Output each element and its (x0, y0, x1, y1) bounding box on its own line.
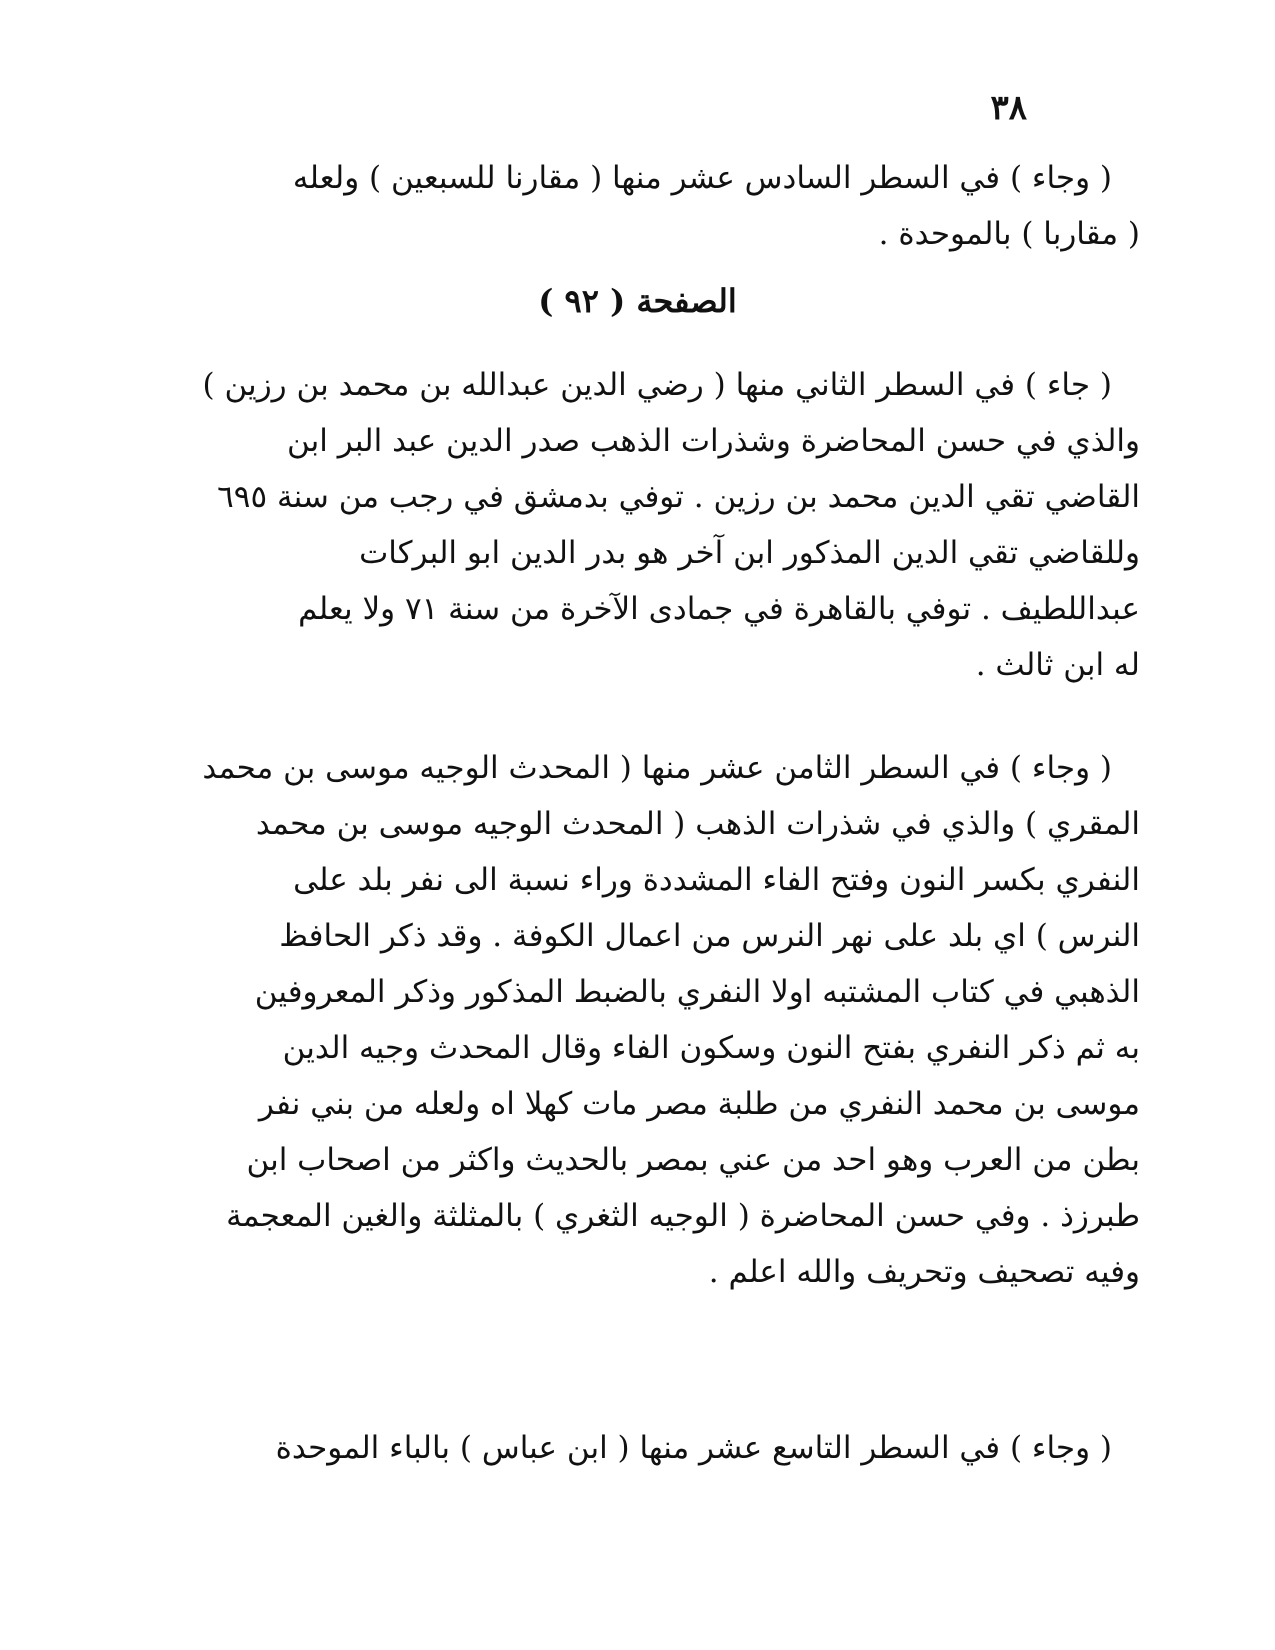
paragraph-1 (130, 150, 1140, 262)
text-line: الذهبي في كتاب المشتبه اولا النفري بالضبط المذكور وذكر المعروفين (254, 974, 1140, 1010)
text-line: النرس ) اي بلد على نهر النرس من اعمال الكوفة . وقد ذكر الحافظ (279, 918, 1140, 954)
paragraph-2 (130, 357, 1140, 693)
text-line: ( جاء ) في السطر الثاني منها ( رضي الدين عبدالله بن محمد بن رزين ) (202, 367, 1112, 403)
section-heading: الصفحة ( ٩٢ ) (538, 282, 737, 320)
text-line: طبرزذ . وفي حسن المحاضرة ( الوجيه الثغري ) بالمثلثة والغين المعجمة (226, 1198, 1140, 1234)
text-line: ( وجاء ) في السطر الثامن عشر منها ( المحدث الوجيه موسى بن محمد (202, 750, 1112, 786)
text-line: وللقاضي تقي الدين المذكور ابن آخر هو بدر الدين ابو البركات (359, 535, 1140, 571)
text-line: القاضي تقي الدين محمد بن رزين . توفي بدمشق في رجب من سنة ٦٩٥ (217, 479, 1140, 515)
text-line: وفيه تصحيف وتحريف والله اعلم . (708, 1254, 1140, 1290)
paragraph-3 (130, 740, 1140, 1300)
text-line: المقري ) والذي في شذرات الذهب ( المحدث الوجيه موسى بن محمد (255, 806, 1140, 842)
text-line: النفري بكسر النون وفتح الفاء المشددة وراء نسبة الى نفر بلد على (293, 862, 1140, 898)
text-line: ( مقاربا ) بالموحدة . (878, 216, 1140, 252)
text-line: والذي في حسن المحاضرة وشذرات الذهب صدر الدين عبد البر ابن (287, 423, 1140, 459)
text-line: ( وجاء ) في السطر السادس عشر منها ( مقارنا للسبعين ) ولعله (292, 160, 1112, 196)
paragraph-4 (130, 1420, 1140, 1476)
text-line: عبداللطيف . توفي بالقاهرة في جمادى الآخرة من سنة ٧١ ولا يعلم (298, 591, 1140, 627)
text-line: موسى بن محمد النفري من طلبة مصر مات كهلا اه ولعله من بني نفر (258, 1086, 1140, 1122)
text-line: به ثم ذكر النفري بفتح النون وسكون الفاء وقال المحدث وجيه الدين (282, 1030, 1140, 1066)
text-line: بطن من العرب وهو احد من عني بمصر بالحديث واكثر من اصحاب ابن (246, 1142, 1140, 1178)
text-line: ( وجاء ) في السطر التاسع عشر منها ( ابن عباس ) بالباء الموحدة (275, 1430, 1112, 1466)
text-line: له ابن ثالث . (975, 647, 1140, 683)
page-number: ٣٨ (990, 88, 1027, 128)
